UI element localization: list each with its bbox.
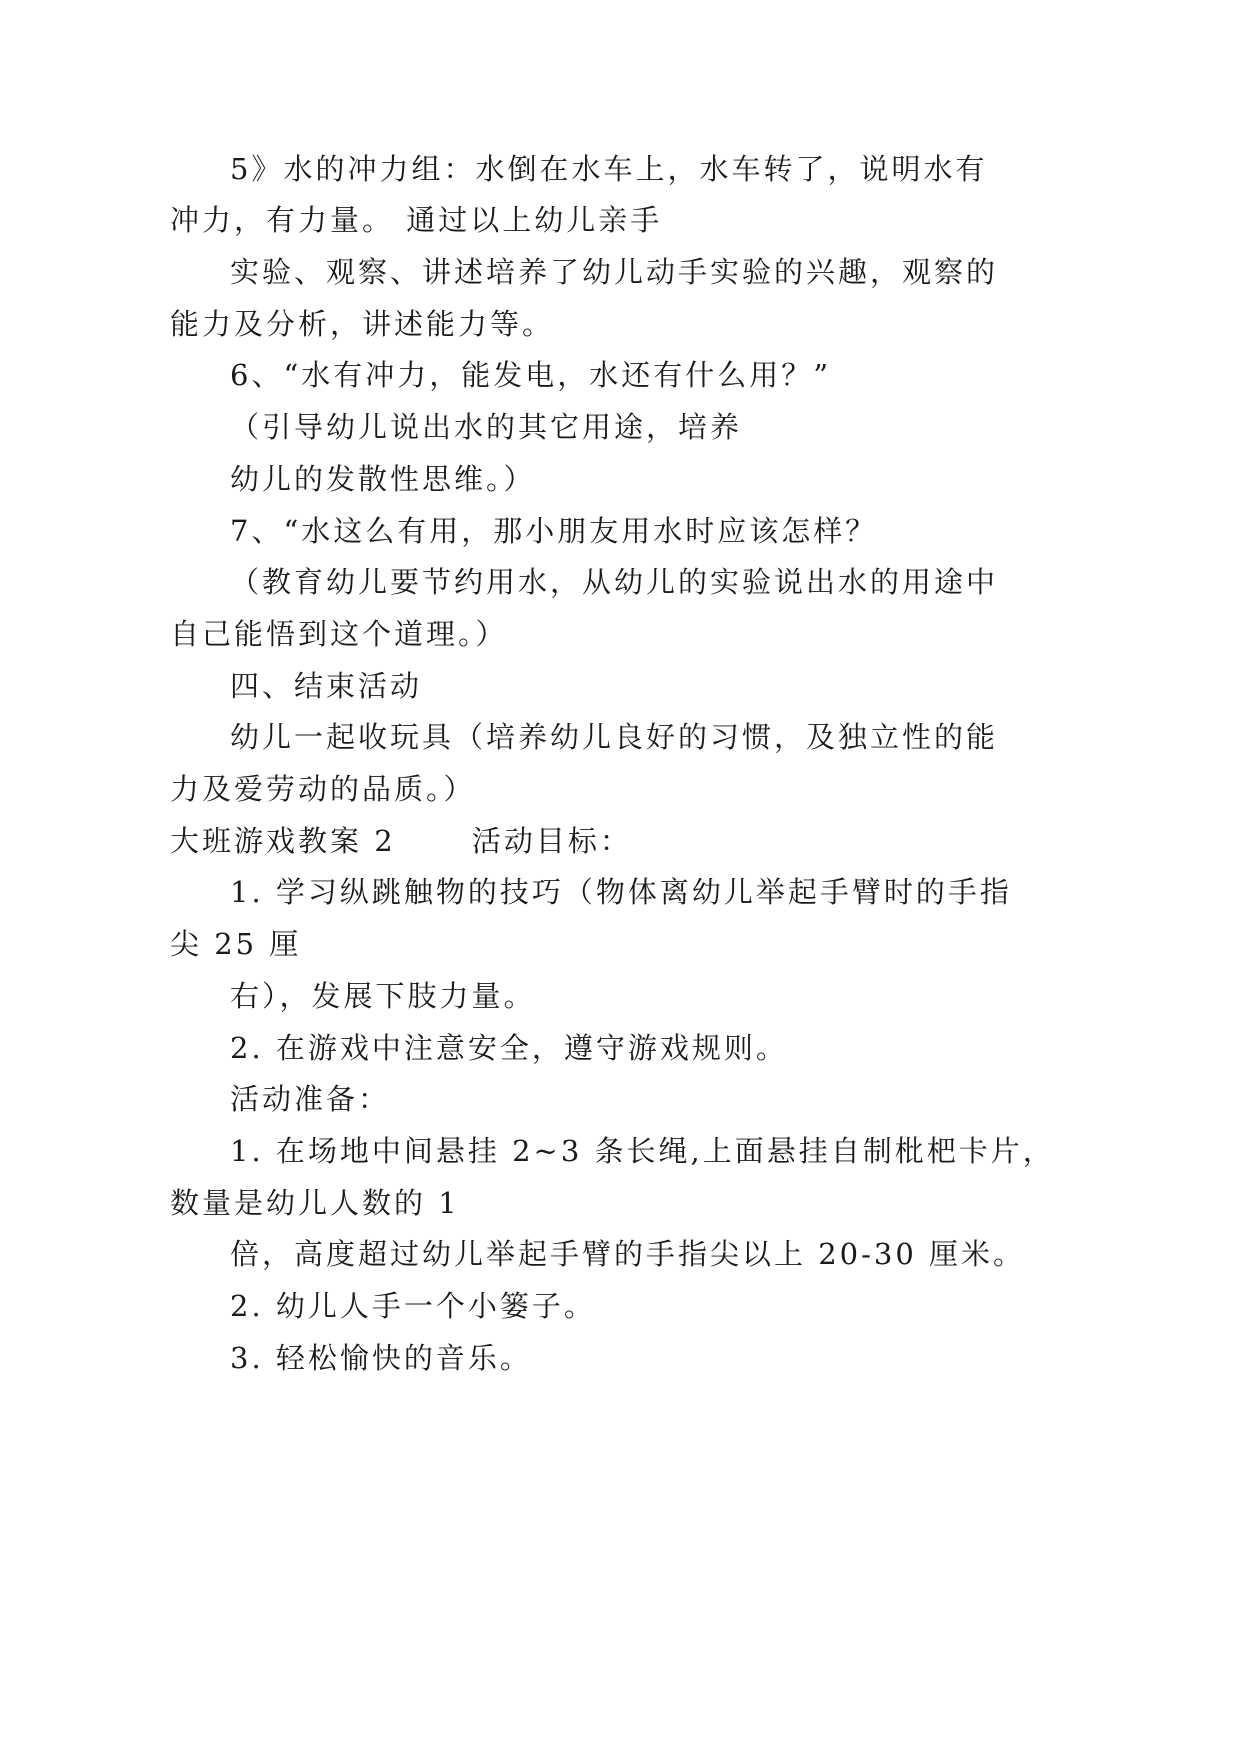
- paragraph-line: 幼儿一起收玩具（培养幼儿良好的习惯，及独立性的能: [230, 720, 999, 754]
- paragraph-line: 7、“水这么有用，那小朋友用水时应该怎样？: [230, 514, 878, 548]
- paragraph-line: 1. 学习纵跳触物的技巧（物体离幼儿举起手臂时的手指: [230, 875, 1012, 909]
- section-heading: 活动准备：: [230, 1082, 391, 1116]
- lesson-title: 大班游戏教案 2 活动目标：: [170, 824, 632, 858]
- section-heading: 四、结束活动: [230, 669, 423, 703]
- paragraph-line: （教育幼儿要节约用水，从幼儿的实验说出水的用途中: [230, 565, 999, 599]
- paragraph-line: 2. 在游戏中注意安全，遵守游戏规则。: [230, 1031, 788, 1065]
- paragraph-line: 2. 幼儿人手一个小篓子。: [230, 1289, 596, 1323]
- paragraph-line: 1. 在场地中间悬挂 2~3 条长绳,上面悬挂自制枇杷卡片，: [230, 1134, 1055, 1168]
- paragraph-line: 3. 轻松愉快的音乐。: [230, 1341, 532, 1375]
- paragraph-line: 5》水的冲力组：水倒在水车上，水车转了，说明水有: [230, 152, 988, 186]
- paragraph-line: 幼儿的发散性思维。）: [230, 462, 536, 496]
- paragraph-line: 尖 25 厘: [170, 927, 302, 961]
- paragraph-line: （引导幼儿说出水的其它用途，培养: [230, 410, 743, 444]
- paragraph-line: 自己能悟到这个道理。）: [170, 617, 508, 651]
- paragraph-line: 冲力，有力量。 通过以上幼儿亲手: [170, 203, 663, 237]
- paragraph-line: 能力及分析，讲述能力等。: [170, 307, 555, 341]
- paragraph-line: 6、“水有冲力，能发电，水还有什么用？”: [230, 358, 832, 392]
- paragraph-line: 力及爱劳动的品质。）: [170, 772, 476, 806]
- paragraph-line: 数量是幼儿人数的 1: [170, 1186, 460, 1220]
- paragraph-line: 倍，高度超过幼儿举起手臂的手指尖以上 20-30 厘米。: [230, 1237, 1026, 1271]
- paragraph-line: 实验、观察、讲述培养了幼儿动手实验的兴趣，观察的: [230, 255, 999, 289]
- paragraph-line: 右），发展下肢力量。: [230, 979, 536, 1013]
